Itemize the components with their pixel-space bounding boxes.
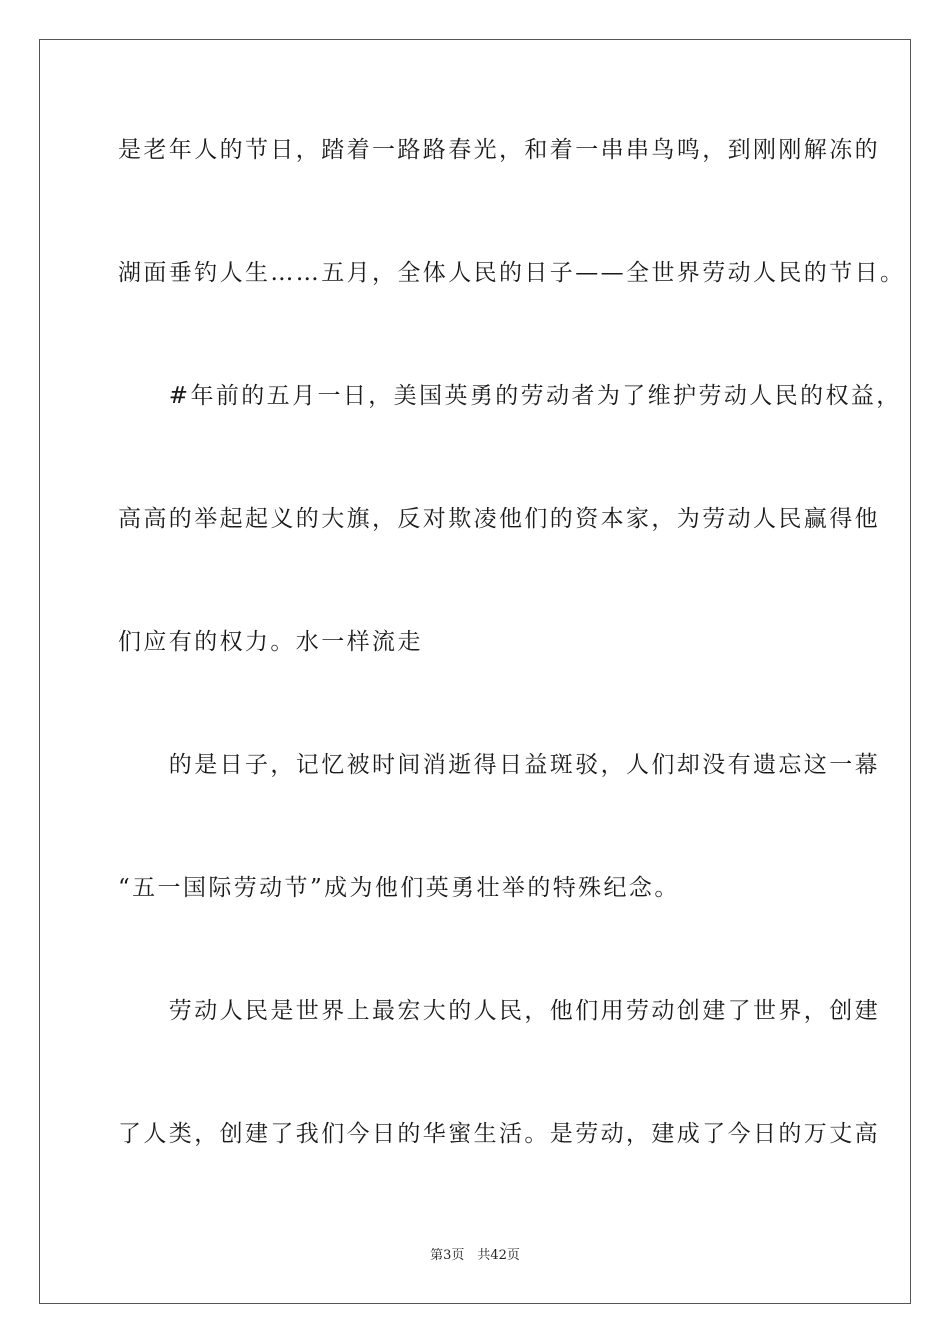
body-line-2: 湖面垂钓人生……五月，全体人民的日子——全世界劳动人民的节日。 <box>118 260 906 286</box>
body-line-7: “五一国际劳动节”成为他们英勇壮举的特殊纪念。 <box>118 875 680 901</box>
page-footer <box>0 1247 950 1265</box>
body-line-6: 的是日子，记忆被时间消逝得日益斑驳，人们却没有遗忘这一幕 <box>118 752 880 778</box>
body-line-3: #年前的五月一日，美国英勇的劳动者为了维护劳动人民的权益， <box>118 383 902 409</box>
body-line-4: 高高的举起起义的大旗，反对欺凌他们的资本家，为劳动人民赢得他 <box>118 506 880 532</box>
page-number-label: 第3页 共42页 <box>430 1248 520 1263</box>
body-line-9: 了人类，创建了我们今日的华蜜生活。是劳动，建成了今日的万丈高 <box>118 1121 880 1147</box>
body-line-5: 们应有的权力。水一样流走 <box>118 629 423 655</box>
page-border <box>39 39 911 1304</box>
body-line-8: 劳动人民是世界上最宏大的人民，他们用劳动创建了世界，创建 <box>118 998 880 1024</box>
body-line-1: 是老年人的节日，踏着一路路春光，和着一串串鸟鸣，到刚刚解冻的 <box>118 137 880 163</box>
